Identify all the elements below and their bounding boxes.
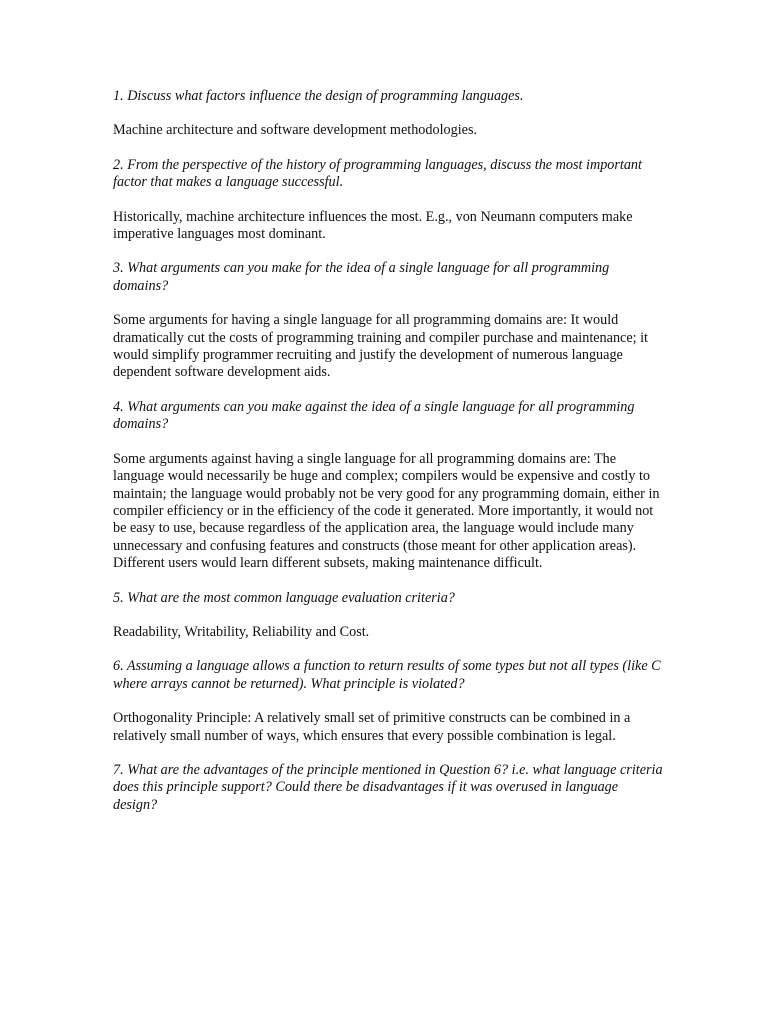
question-6: 6. Assuming a language allows a function to return results of some types but not all types (like C where arrays cannot be returned). What principle is violated? <box>113 658 661 692</box>
document-page <box>113 88 665 831</box>
answer-2: Historically, machine architecture influences the most. E.g., von Neumann computers make imperative languages most dominant. <box>113 208 633 243</box>
answer-4: Some arguments against having a single language for all programming domains are: The language would necessarily be huge and complex; compilers would be expensive and costly to maintain; the language would probably not be very good for any programming domain, either in compiler efficiency or in the efficiency of the code it generated. More importantly, it would not be easy to use, because regardless of the application area, the language would include many unnecessary and confusing features and constructs (those meant for other application areas). Different users would learn different subsets, making maintenance difficult. <box>113 450 660 572</box>
question-1: 1. Discuss what factors influence the design of programming languages. <box>113 88 524 104</box>
answer-1: Machine architecture and software development methodologies. <box>113 122 478 139</box>
answer-3: Some arguments for having a single language for all programming domains are: It would dramatically cut the costs of programming training and compiler purchase and maintenance; it would simplify programmer recruiting and justify the development of numerous language dependent software development aids. <box>113 312 649 381</box>
question-3: 3. What arguments can you make for the idea of a single language for all programming domains? <box>113 260 610 294</box>
question-4: 4. What arguments can you make against the idea of a single language for all programming domains? <box>113 398 635 433</box>
question-7: 7. What are the advantages of the principle mentioned in Question 6? i.e. what language criteria does this principle support? Could there be disadvantages if it was overused in language design? <box>113 761 663 813</box>
question-5: 5. What are the most common language evaluation criteria? <box>113 589 455 606</box>
answer-5: Readability, Writability, Reliability and Cost. <box>113 623 370 640</box>
answer-6: Orthogonality Principle: A relatively small set of primitive constructs can be combined in a relatively small number of ways, which ensures that every possible combination is legal. <box>113 710 631 744</box>
question-2: 2. From the perspective of the history of programming languages, discuss the most important factor that makes a language successful. <box>113 156 642 191</box>
